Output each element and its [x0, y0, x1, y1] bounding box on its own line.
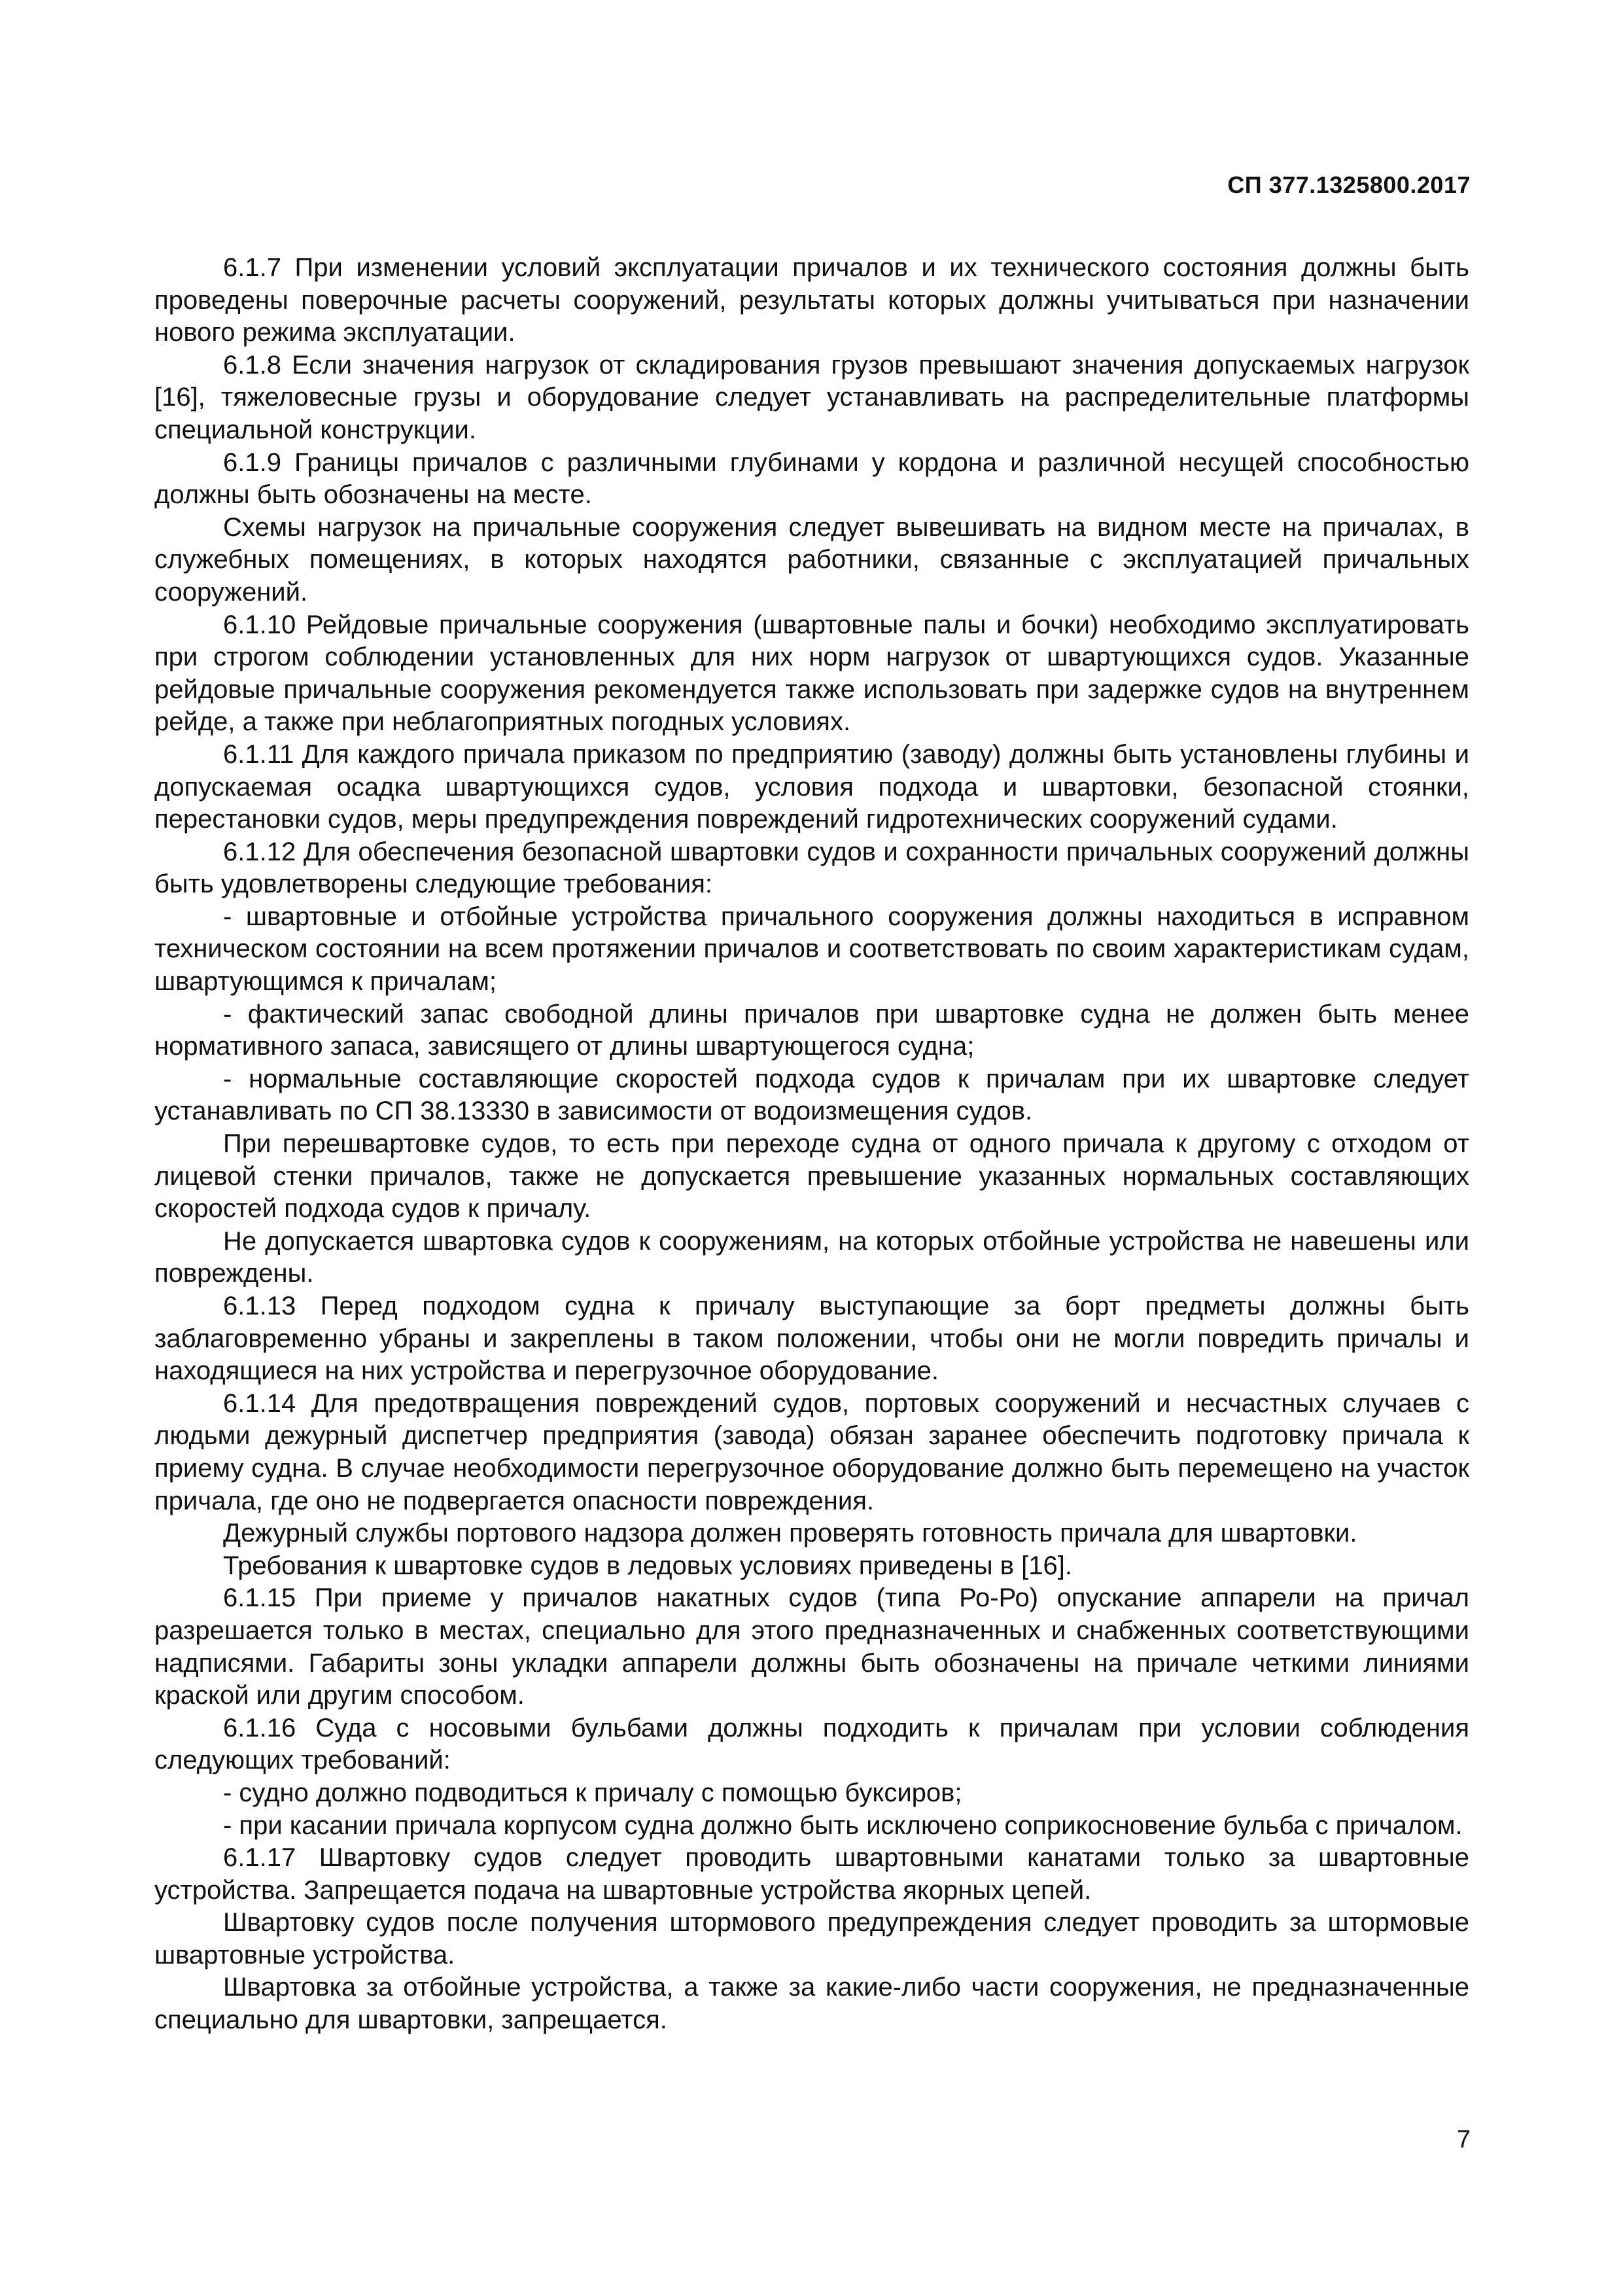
paragraph: При перешвартовке судов, то есть при переходе судна от одного причала к другому с отходом от лицевой стенки причалов, также не допускается превышение указанных нормальных составляющих скоростей подхода судов к причалу. [154, 1129, 1469, 1224]
document-body [154, 252, 1469, 2037]
paragraph: 6.1.9 Границы причалов с различными глубинами у кордона и различной несущей способностью должны быть обозначены на месте. [154, 448, 1469, 510]
list-item: - нормальные составляющие скоростей подхода судов к причалам при их швартовке следует устанавливать по СП 38.13330 в зависимости от водоизмещения судов. [154, 1064, 1469, 1126]
paragraph: 6.1.14 Для предотвращения повреждений судов, портовых сооружений и несчастных случаев с людьми дежурный диспетчер предприятия (завода) обязан заранее обеспечить подготовку причала к приему судна. В случае необходимости перегрузочное оборудование должно быть перемещено на участок причала, где оно не подвергается опасности повреждения. [154, 1388, 1469, 1515]
paragraph: 6.1.7 При изменении условий эксплуатации причалов и их технического состояния должны быть проведены поверочные расчеты сооружений, результаты которых должны учитываться при назначении нового режима эксплуатации. [154, 253, 1469, 347]
paragraph: Швартовка за отбойные устройства, а также за какие-либо части сооружения, не предназначенные специально для швартовки, запрещается. [154, 1973, 1469, 2035]
paragraph: Дежурный службы портового надзора должен проверять готовность причала для швартовки. [223, 1519, 1357, 1548]
paragraph: 6.1.15 При приеме у причалов накатных судов (типа Ро-Ро) опускание аппарели на причал разрешается только в местах, специально для этого предназначенных и снабженных соответствующими надписями. Габариты зоны укладки аппарели должны быть обозначены на причале четкими линиями краской или другим способом. [154, 1583, 1469, 1710]
list-item: - швартовные и отбойные устройства причального сооружения должны находиться в исправном техническом состоянии на всем протяжении причалов и соответствовать по своим характеристикам судам, швартующимся к причалам; [154, 902, 1469, 997]
paragraph: Швартовку судов после получения штормового предупреждения следует проводить за штормовые швартовные устройства. [154, 1908, 1469, 1969]
paragraph: 6.1.16 Суда с носовыми бульбами должны подходить к причалам при условии соблюдения следующих требований: [154, 1713, 1469, 1775]
paragraph: 6.1.11 Для каждого причала приказом по предприятию (заводу) должны быть установлены глубины и допускаемая осадка швартующихся судов, условия подхода и швартовки, безопасной стоянки, перестановки судов, меры предупреждения повреждений гидротехнических сооружений судами. [154, 739, 1469, 834]
paragraph: 6.1.8 Если значения нагрузок от складирования грузов превышают значения допускаемых нагрузок [16], тяжеловесные грузы и оборудование следует устанавливать на распределительные платформы специальной конструкции. [154, 350, 1469, 444]
paragraph: 6.1.17 Швартовку судов следует проводить швартовными канатами только за швартовные устройства. Запрещается подача на швартовные устройства якорных цепей. [154, 1843, 1469, 1905]
list-item: - при касании причала корпусом судна должно быть исключено соприкосновение бульба с причалом. [223, 1810, 1463, 1840]
document-code: СП 377.1325800.2017 [1227, 171, 1471, 198]
paragraph: 6.1.10 Рейдовые причальные сооружения (швартовные палы и бочки) необходимо эксплуатировать при строгом соблюдении установленных для них норм нагрузок от швартующихся судов. Указанные рейдовые причальные сооружения рекомендуется также использовать при задержке судов на внутреннем рейде, а также при неблагоприятных погодных условиях. [154, 610, 1469, 737]
page-number: 7 [1456, 2126, 1471, 2153]
list-item: - фактический запас свободной длины причалов при швартовке судна не должен быть менее нормативного запаса, зависящего от длины швартующегося судна; [154, 999, 1469, 1061]
paragraph: Требования к швартовке судов в ледовых условиях приведены в [16]. [223, 1551, 1072, 1580]
paragraph: 6.1.13 Перед подходом судна к причалу выступающие за борт предметы должны быть заблаговременно убраны и закреплены в таком положении, чтобы они не могли повредить причалы и находящиеся на них устройства и перегрузочное оборудование. [154, 1292, 1469, 1386]
paragraph: Не допускается швартовка судов к сооружениям, на которых отбойные устройства не навешены или повреждены. [154, 1226, 1469, 1288]
paragraph: 6.1.12 Для обеспечения безопасной швартовки судов и сохранности причальных сооружений должны быть удовлетворены следующие требования: [154, 837, 1469, 899]
paragraph: Схемы нагрузок на причальные сооружения следует вывешивать на видном месте на причалах, в служебных помещениях, в которых находятся работники, связанные с эксплуатацией причальных сооружений. [154, 512, 1469, 607]
list-item: - судно должно подводиться к причалу с помощью буксиров; [223, 1778, 962, 1807]
